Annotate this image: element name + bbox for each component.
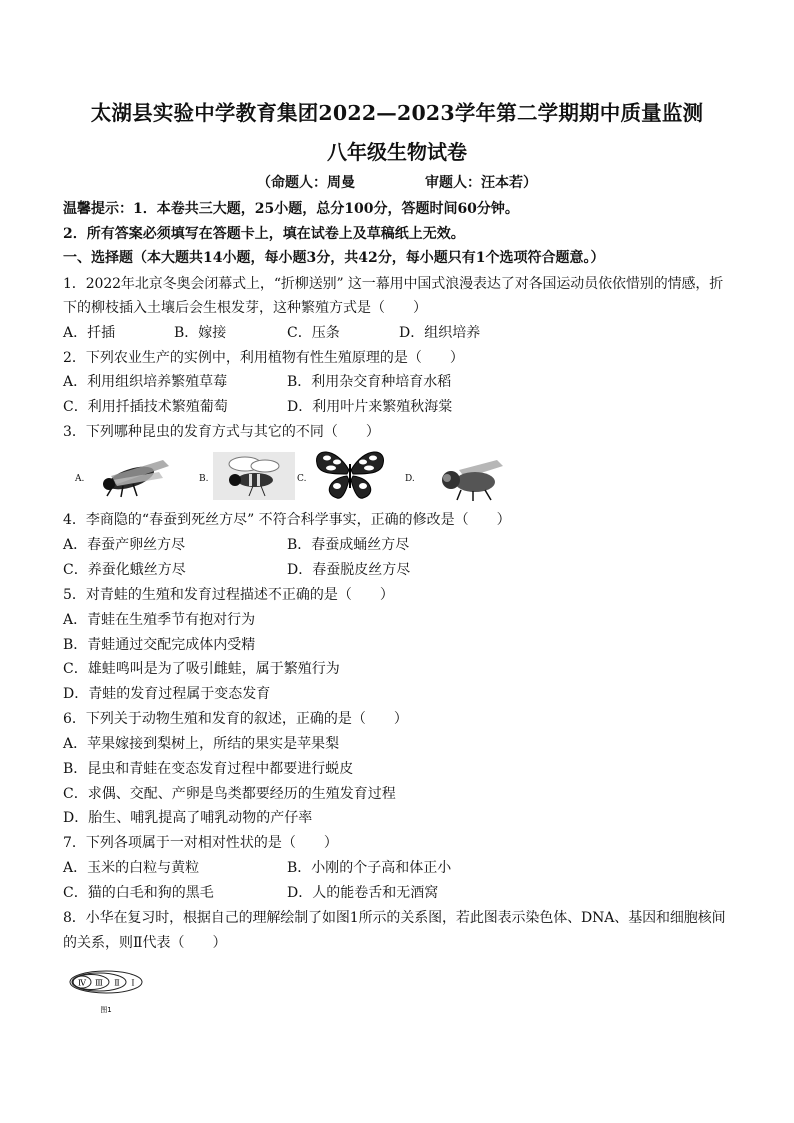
option-c: C．猫的白毛和狗的黑毛 [63,885,214,901]
question-2-options-row-2 [63,397,743,417]
option-b: B．嫁接 [174,325,227,341]
option-a: A．玉米的白粒与黄粒 [63,860,200,876]
option-c: C．利用扦插技术繁殖葡萄 [63,399,228,415]
exam-subtitle: 八年级生物试卷 [327,140,467,164]
option-b: B．春蚕成蛹丝方尽 [287,537,410,553]
option-d: D．利用叶片来繁殖秋海棠 [287,399,453,415]
option-b: B．昆虫和青蛙在变态发育过程中都要进行蜕皮 [63,761,354,777]
option-c: C．养蚕化蛾丝方尽 [63,562,186,578]
question-4-options-row-2 [63,560,743,580]
exam-authors [0,172,794,192]
option-d: D．人的能卷舌和无酒窝 [287,885,439,901]
option-d: D．组织培养 [399,325,481,341]
cicada-icon [93,454,175,498]
option-b: B．利用杂交育种培育水稻 [287,374,452,390]
question-1-stem-cont: 下的柳枝插入土壤后会生根发芽，这种繁殖方式是（ ） [63,300,427,316]
option-b: B．小刚的个子高和体正小 [287,860,452,876]
question-4-options-row-1 [63,535,743,555]
question-6-stem: 6．下列关于动物生殖和发育的叙述，正确的是（ ） [63,711,408,727]
author-reviewer: 审题人：汪本若） [425,175,537,191]
author-setter: （命题人：周曼 [257,175,355,191]
option-a: A．利用组织培养繁殖草莓 [63,374,228,390]
option-a: A．春蚕产卵丝方尽 [63,537,186,553]
question-8-stem-cont: 的关系，则Ⅱ代表（ ） [63,935,227,951]
figure-caption: 图1 [100,1006,112,1014]
question-4-stem: 4．李商隐的“春蚕到死丝方尽” 不符合科学事实，正确的修改是（ ） [63,512,511,528]
notice-line-2: 2．所有答案必须填写在答题卡上，填在试卷上及草稿纸上无效。 [63,226,465,242]
label-i: Ⅰ [131,978,135,988]
option-c: C．压条 [287,325,340,341]
question-7-stem: 7．下列各项属于一对相对性状的是（ ） [63,835,338,851]
section-heading: 一、选择题（本大题共14小题，每小题3分，共42分，每小题只有1个选项符合题意。） [63,250,605,266]
option-a: A．扦插 [63,325,116,341]
nested-ellipses-diagram [66,968,156,1018]
question-8-stem: 8．小华在复习时，根据自己的理解绘制了如图1所示的关系图，若此图表示染色体、DNA、基因和细胞核间 [63,910,726,926]
option-d: D．春蚕脱皮丝方尽 [287,562,411,578]
question-7-options-row-1 [63,858,743,878]
option-d: D．胎生、哺乳提高了哺乳动物的产仔率 [63,810,313,826]
image-label-a: A. [75,474,85,484]
question-5-stem: 5．对青蛙的生殖和发育过程描述不正确的是（ ） [63,587,394,603]
label-iv: Ⅳ [78,978,86,988]
option-a: A．苹果嫁接到梨树上，所结的果实是苹果梨 [63,736,340,752]
label-ii: Ⅱ [114,978,120,988]
option-a: A．青蛙在生殖季节有抱对行为 [63,612,256,628]
figure-1 [66,968,156,1018]
question-2-options-row-1 [63,372,743,392]
image-label-b: B. [199,474,209,484]
question-3-stem: 3．下列哪种昆虫的发育方式与其它的不同（ ） [63,424,380,440]
question-1-stem: 1．2022年北京冬奥会闭幕式上，“折柳送别” 这一幕用中国式浪漫表达了对各国运动员依依惜别的情感，折 [63,276,724,292]
fly-icon [431,456,511,502]
question-1-options [63,323,743,343]
option-d: D．青蛙的发育过程属于变态发育 [63,686,271,702]
notice-line-1: 温馨提示：1．本卷共三大题，25小题，总分100分，答题时间60分钟。 [63,201,519,217]
option-b: B．青蛙通过交配完成体内受精 [63,637,256,653]
bee-icon [213,452,295,500]
question-7-options-row-2 [63,883,743,903]
butterfly-icon [311,446,389,502]
question-2-stem: 2．下列农业生产的实例中，利用植物有性生殖原理的是（ ） [63,350,464,366]
label-iii: Ⅲ [95,978,103,988]
exam-title: 太湖县实验中学教育集团2022—2023学年第二学期期中质量监测 [90,101,704,125]
question-3-images [63,452,533,504]
image-label-c: C. [297,474,307,484]
option-c: C．求偶、交配、产卵是鸟类都要经历的生殖发育过程 [63,786,396,802]
image-label-d: D. [405,474,415,484]
option-c: C．雄蛙鸣叫是为了吸引雌蛙，属于繁殖行为 [63,661,340,677]
